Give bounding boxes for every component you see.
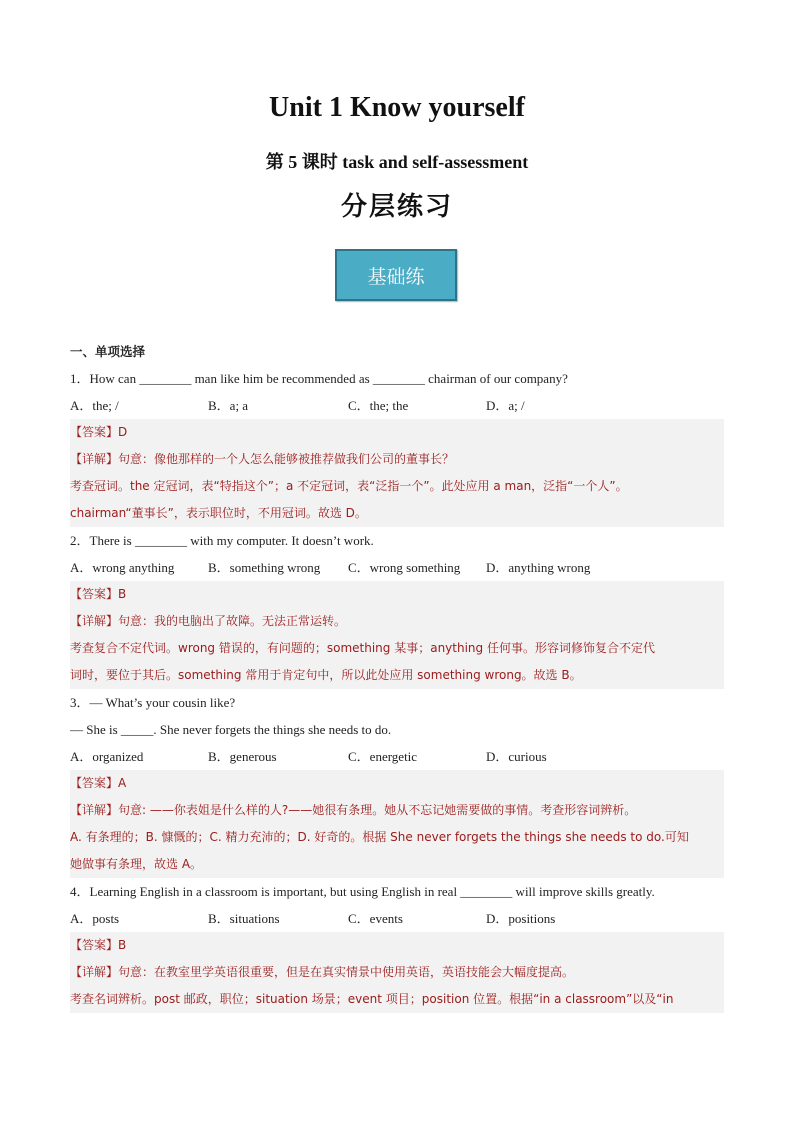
option-a: A．wrong anything (70, 560, 175, 575)
option-d: D．anything wrong (486, 560, 591, 575)
answer-block (70, 419, 724, 527)
question-stem-continued: — She is _____. She never forgets the things she needs to do. (70, 722, 392, 737)
question-stem: 4．Learning English in a classroom is important, but using English in real ________ will improve skills greatly. (70, 884, 655, 899)
lesson-subtitle: 第 5 课时 task and self-assessment (265, 152, 529, 172)
option-b: B．something wrong (208, 560, 321, 575)
section-title: 一、单项选择 (70, 344, 146, 359)
option-a: A．posts (70, 911, 120, 926)
option-a: A．organized (70, 749, 144, 764)
practice-heading: 分层练习 (340, 192, 453, 222)
option-b: B．a; a (208, 398, 249, 413)
option-c: C．events (348, 911, 403, 926)
option-d: D．a; / (486, 398, 525, 413)
answer-block (70, 770, 724, 878)
question-stem: 1．How can ________ man like him be recommended as ________ chairman of our company? (70, 371, 568, 386)
option-c: C．wrong something (348, 560, 461, 575)
answer-line: 【答案】B (70, 938, 127, 952)
answer-block (70, 932, 724, 1013)
detail-line: 考查名词辨析。post 邮政，职位；situation 场景；event 项目；position 位置。根据“in a classroom”以及“in (70, 992, 674, 1006)
option-d: D．positions (486, 911, 556, 926)
detail-line: 【详解】句意：像他那样的一个人怎么能够被推荐做我们公司的董事长？ (70, 452, 455, 466)
detail-line: chairman“董事长”，表示职位时，不用冠词。故选 D。 (70, 506, 367, 520)
option-c: C．the; the (348, 398, 409, 413)
answer-line: 【答案】B (70, 587, 127, 601)
option-b: B．situations (208, 911, 280, 926)
question-stem: 2．There is ________ with my computer. It doesn’t work. (70, 533, 374, 548)
answer-line: 【答案】A (70, 776, 127, 790)
detail-line: A. 有条理的；B. 慷慨的；C. 精力充沛的；D. 好奇的。根据 She never forgets the things she needs to do.可知 (70, 830, 689, 844)
level-badge: 基础练 (335, 249, 457, 301)
unit-title: Unit 1 Know yourself (269, 92, 525, 123)
answer-block (70, 581, 724, 689)
detail-line: 【详解】句意: ——你表姐是什么样的人?——她很有条理。她从不忘记她需要做的事情。考查形容词辨析。 (70, 803, 637, 817)
option-a: A．the; / (70, 398, 119, 413)
detail-line: 【详解】句意：我的电脑出了故障。无法正常运转。 (70, 614, 347, 628)
option-b: B．generous (208, 749, 277, 764)
option-row (70, 554, 724, 581)
detail-line: 【详解】句意：在教室里学英语很重要，但是在真实情景中使用英语，英语技能会大幅度提高。 (70, 965, 575, 979)
option-row (70, 392, 724, 419)
question-stem: 3．— What’s your cousin like? (70, 695, 236, 710)
detail-line: 词时，要位于其后。something 常用于肯定句中，所以此处应用 something wrong。故选 B。 (70, 668, 582, 682)
option-row (70, 905, 724, 932)
answer-line: 【答案】D (70, 425, 128, 439)
option-row (70, 743, 724, 770)
option-c: C．energetic (348, 749, 418, 764)
detail-line: 考查复合不定代词。wrong 错误的，有问题的；something 某事；anything 任何事。形容词修饰复合不定代 (70, 641, 655, 655)
option-d: D．curious (486, 749, 547, 764)
question-list (70, 338, 724, 1013)
detail-line: 考查冠词。the 定冠词，表“特指这个”；a 不定冠词，表“泛指一个”。此处应用 a man，泛指“一个人”。 (70, 479, 628, 493)
detail-line: 她做事有条理，故选 A。 (70, 857, 203, 871)
